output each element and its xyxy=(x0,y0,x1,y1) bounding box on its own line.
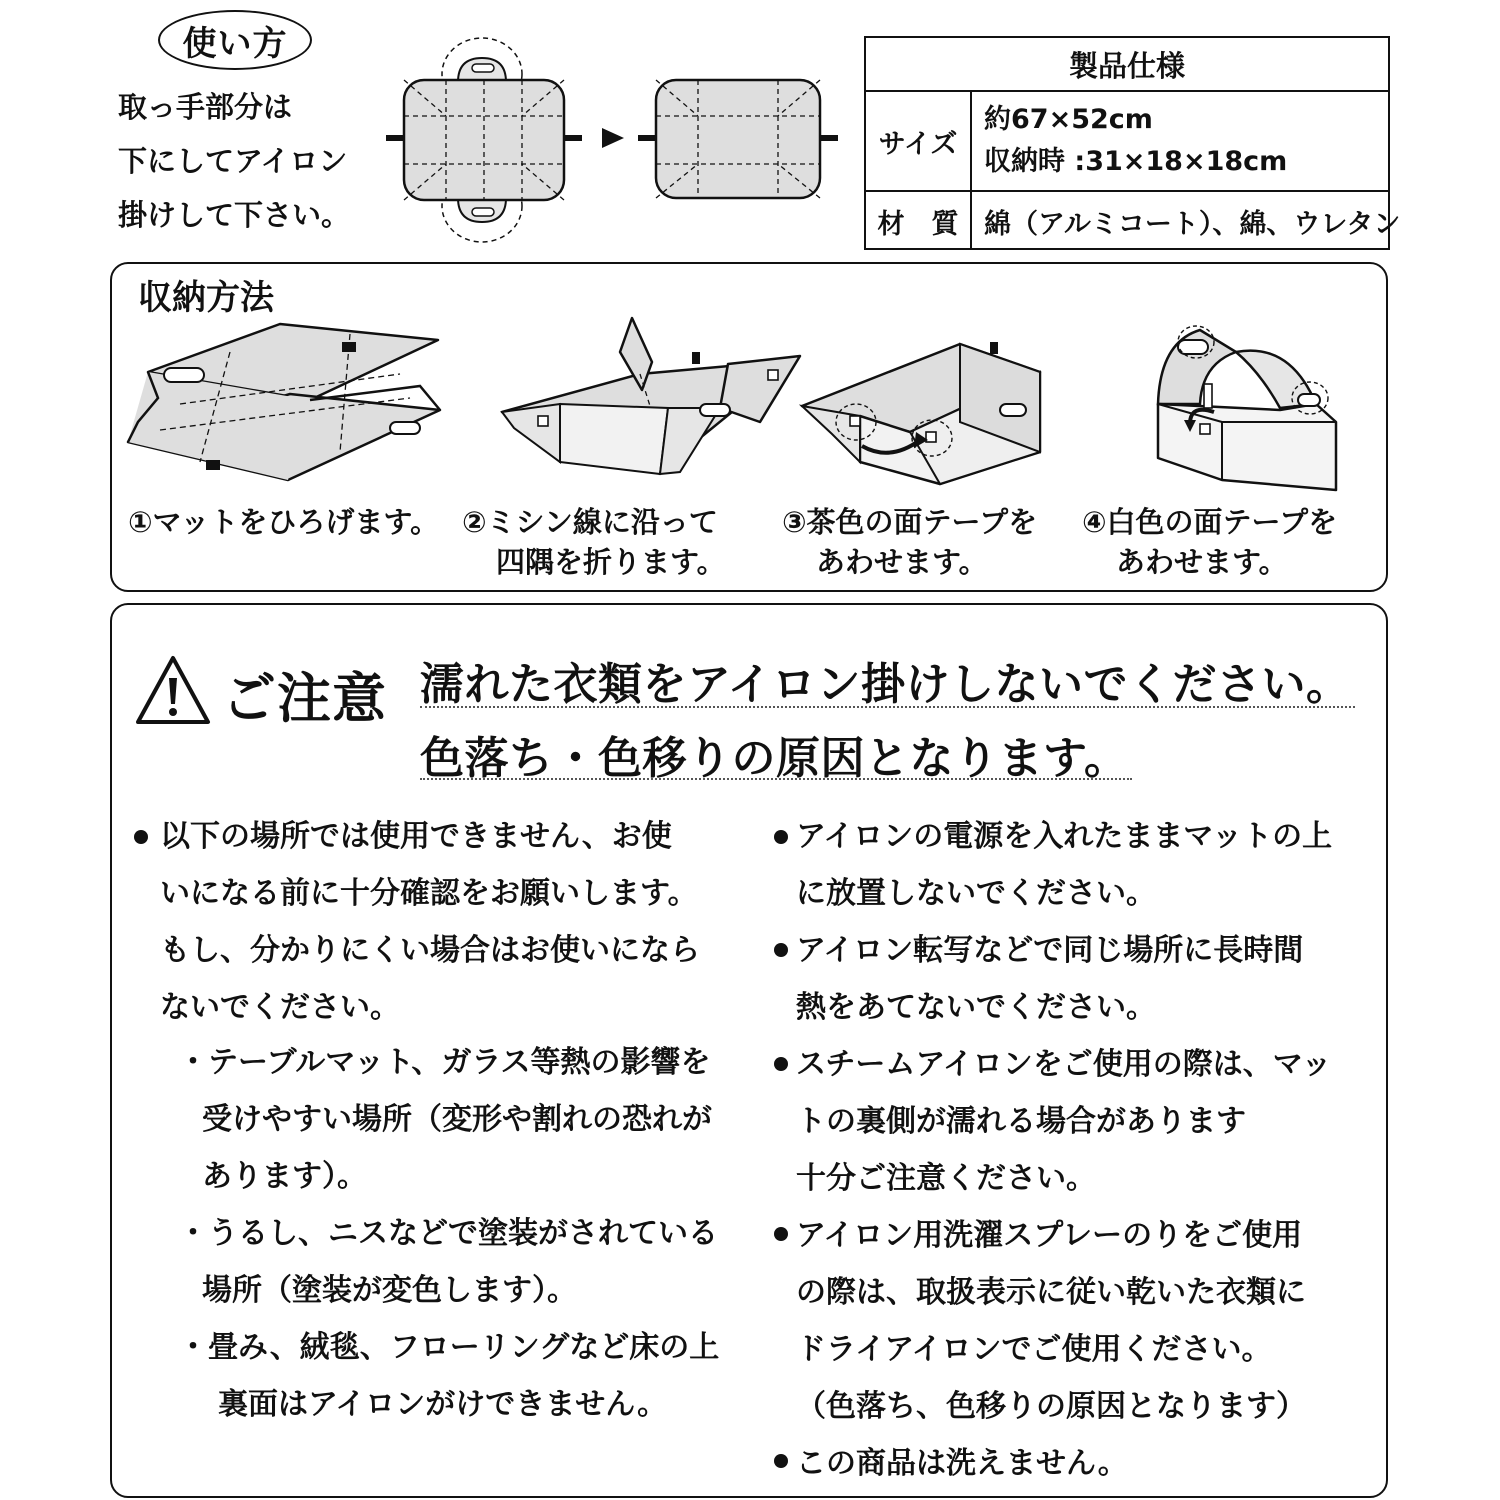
list-line: ・テーブルマット、ガラス等熱の影響を xyxy=(178,1045,711,1080)
list-line: に放置しないでください。 xyxy=(796,876,1156,911)
mat-with-handles-illustration xyxy=(386,38,582,242)
usage-title: 使い方 xyxy=(158,10,312,70)
list-line: （色落ち、色移りの原因となります） xyxy=(796,1389,1306,1424)
list-line: ・うるし、ニスなどで塗装がされている xyxy=(178,1216,718,1251)
spec-size-value xyxy=(972,92,1287,190)
spec-title: 製品仕様 xyxy=(866,38,1388,92)
list-line: 十分ご注意ください。 xyxy=(796,1161,1096,1196)
storage-step-3 xyxy=(782,502,1037,582)
spec-material-value: 綿（アルミコート）、綿、ウレタン xyxy=(984,208,1401,240)
list-line: 熱をあてないでください。 xyxy=(796,990,1156,1025)
usage-line: 掛けして下さい。 xyxy=(118,198,351,232)
bullet-icon xyxy=(774,830,788,844)
dotted-divider xyxy=(420,778,1132,780)
spec-size-label: サイズ xyxy=(866,92,972,190)
bullet-icon xyxy=(774,943,788,957)
spec-table xyxy=(864,36,1401,250)
list-line: スチームアイロンをご使用の際は、マッ xyxy=(796,1047,1332,1082)
bullet-icon xyxy=(774,1454,788,1468)
warning-triangle-icon xyxy=(134,654,212,726)
list-line: ないでください。 xyxy=(160,990,400,1025)
spec-size-value-1: 約67×52cm xyxy=(984,104,1153,135)
storage-step-4 xyxy=(1082,502,1337,582)
step-line: ③茶色の面テープを xyxy=(782,505,1038,539)
step-line: あわせます。 xyxy=(1116,545,1288,579)
storage-title: 収納方法 xyxy=(138,278,274,318)
list-line: 裏面はアイロンがけできません。 xyxy=(218,1387,668,1422)
list-line: 以下の場所では使用できません、お使 xyxy=(160,819,672,854)
bullet-icon xyxy=(774,1057,788,1071)
step-line: ②ミシン線に沿って xyxy=(462,505,718,539)
spec-row-material xyxy=(866,192,1401,250)
list-line: トの裏側が濡れる場合があります xyxy=(796,1104,1246,1139)
caution-right-list xyxy=(796,808,1332,1492)
step-line: ①マットをひろげます。 xyxy=(128,505,440,539)
step-line: 四隅を折ります。 xyxy=(496,545,726,579)
list-line: いになる前に十分確認をお願いします。 xyxy=(160,876,698,911)
step-line: ④白色の面テープを xyxy=(1082,505,1338,539)
storage-step-2 xyxy=(462,502,726,582)
list-line: アイロン用洗濯スプレーのりをご使用 xyxy=(796,1218,1303,1253)
step4-illustration xyxy=(1158,326,1336,490)
caution-headline-1: 濡れた衣類をアイロン掛けしないでください。 xyxy=(420,659,1351,710)
caution-headline-2: 色落ち・色移りの原因となります。 xyxy=(420,733,1129,784)
bullet-icon xyxy=(774,1227,788,1241)
spec-material-label: 材 質 xyxy=(866,192,972,250)
arrow-right-icon xyxy=(602,128,624,148)
list-line: の際は、取扱表示に従い乾いた衣類に xyxy=(796,1275,1306,1310)
list-line: 場所（塗装が変色します）。 xyxy=(202,1273,577,1308)
list-line: 受けやすい場所（変形や割れの恐れが xyxy=(202,1102,712,1137)
caution-left-sublist xyxy=(178,1034,719,1433)
list-line: アイロン転写などで同じ場所に長時間 xyxy=(796,933,1304,968)
spec-row-size xyxy=(866,92,1388,192)
list-line: あります）。 xyxy=(202,1159,367,1194)
bullet-icon xyxy=(134,830,148,844)
list-line: ドライアイロンでご使用ください。 xyxy=(796,1332,1272,1367)
caution-title: ご注意 xyxy=(222,667,387,730)
storage-steps-illustration xyxy=(120,312,1380,502)
step3-illustration xyxy=(802,342,1040,484)
list-line: この商品は洗えません。 xyxy=(796,1446,1128,1481)
usage-instructions xyxy=(118,80,350,242)
step1-illustration xyxy=(128,324,440,480)
dotted-divider xyxy=(420,706,1355,708)
usage-line: 下にしてアイロン xyxy=(118,144,348,178)
spec-size-value-2: 収納時 :31×18×18cm xyxy=(984,146,1288,177)
mat-illustration xyxy=(638,80,838,198)
list-line: ・畳み、絨毯、フローリングなど床の上 xyxy=(178,1330,720,1365)
list-line: もし、分かりにくい場合はお使いになら xyxy=(160,933,700,968)
step2-illustration xyxy=(502,318,800,474)
step-line: あわせます。 xyxy=(816,545,988,579)
usage-diagram xyxy=(380,28,850,250)
caution-left-list xyxy=(160,808,700,1036)
list-line: アイロンの電源を入れたままマットの上 xyxy=(796,819,1333,854)
storage-step-1 xyxy=(128,502,439,542)
usage-line: 取っ手部分は xyxy=(118,90,293,124)
